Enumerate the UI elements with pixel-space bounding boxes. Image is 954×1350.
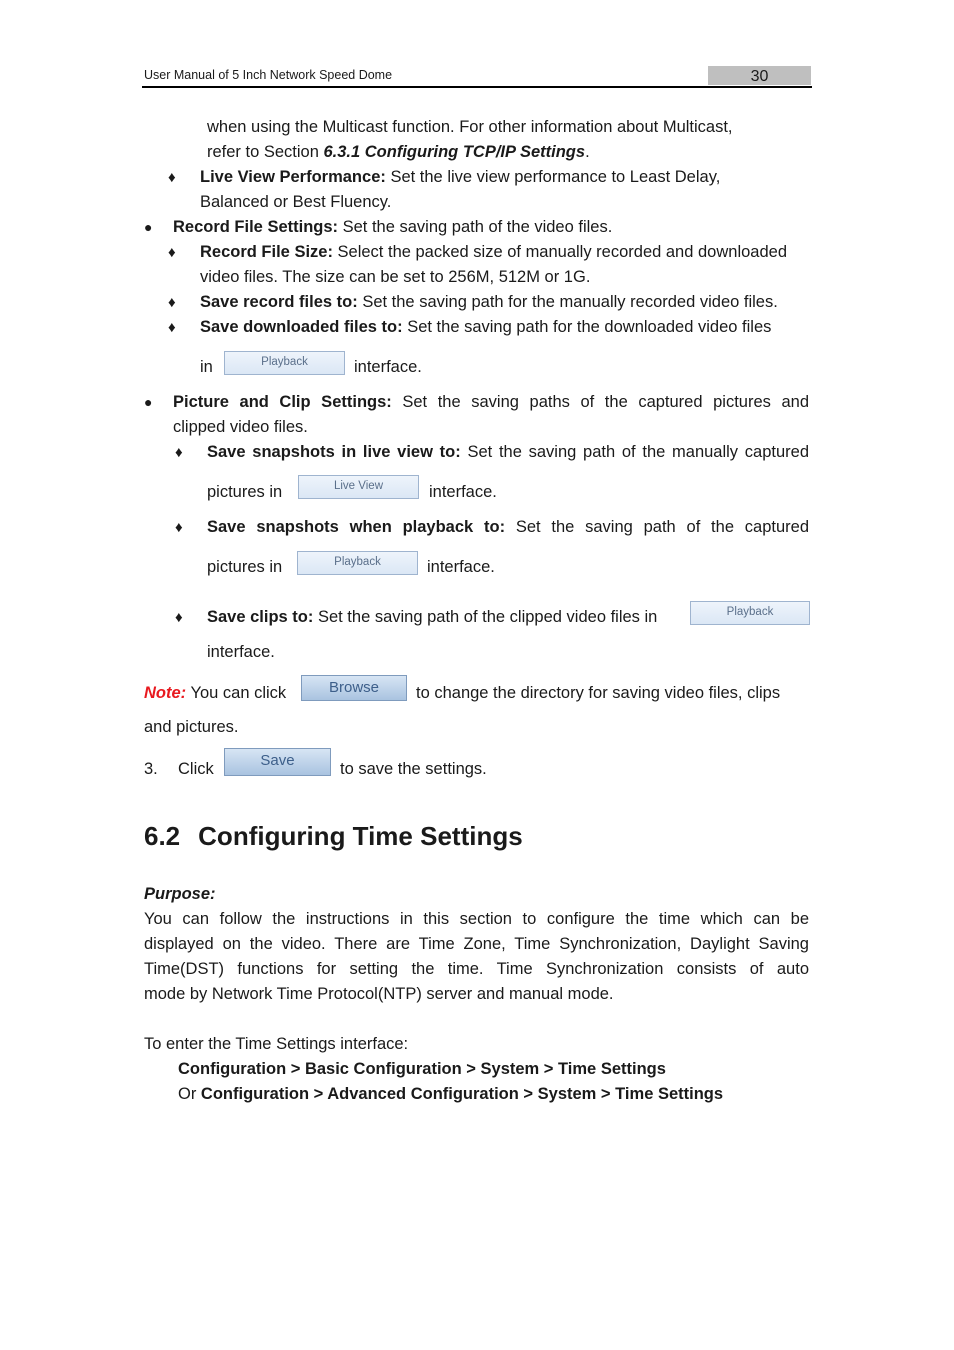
diamond-bullet-icon: ♦ (175, 609, 183, 626)
purpose-line-4: mode by Network Time Protocol(NTP) server and manual mode. (144, 985, 614, 1003)
diamond-bullet-icon: ♦ (175, 444, 183, 461)
menu-path-advanced: Or Configuration > Advanced Configuration > System > Time Settings (178, 1085, 724, 1103)
record-file-settings-item: Record File Settings: Set the saving path of the video files. (173, 218, 613, 236)
diamond-bullet-icon: ♦ (168, 244, 176, 261)
save-clips-item: Save clips to: Set the saving path of the clipped video files in (207, 608, 658, 626)
diamond-bullet-icon: ♦ (175, 519, 183, 536)
record-file-size-cont: video files. The size can be set to 256M, 512M or 1G. (200, 268, 591, 286)
note-text-cont: and pictures. (144, 718, 239, 736)
round-bullet-icon: ● (144, 219, 153, 235)
save-button[interactable]: Save (224, 748, 331, 776)
step-text: to save the settings. (340, 760, 487, 778)
page-number: 30 (708, 66, 811, 85)
diamond-bullet-icon: ♦ (168, 169, 176, 186)
continuation-line-2: refer to Section 6.3.1 Configuring TCP/IP Settings. (207, 143, 590, 161)
save-downloaded-files-item: Save downloaded files to: Set the saving path for the downloaded video files (200, 318, 772, 336)
word-pictures-in: pictures in (207, 558, 283, 576)
step-click: Click (178, 760, 214, 778)
playback-button[interactable]: Playback (690, 601, 810, 625)
purpose-line-2: displayed on the video. There are Time Zone, Time Synchronization, Daylight Saving (144, 935, 809, 953)
browse-button[interactable]: Browse (301, 675, 407, 701)
live-view-performance-item: Live View Performance: Set the live view performance to Least Delay, (200, 168, 721, 186)
picture-clip-settings-item: Picture and Clip Settings: Set the saving paths of the captured pictures and (173, 393, 810, 411)
enter-instructions: To enter the Time Settings interface: (144, 1035, 409, 1053)
record-file-size-item: Record File Size: Select the packed size of manually recorded and downloaded (200, 243, 787, 261)
continuation-line-1: when using the Multicast function. For other information about Multicast, (207, 118, 733, 136)
note-text: to change the directory for saving video files, clips (416, 684, 781, 702)
playback-button[interactable]: Playback (224, 351, 345, 375)
section-reference: 6.3.1 Configuring TCP/IP Settings (323, 143, 586, 161)
save-record-files-item: Save record files to: Set the saving path for the manually recorded video files. (200, 293, 778, 311)
picture-clip-settings-cont: clipped video files. (173, 418, 308, 436)
live-view-performance-cont: Balanced or Best Fluency. (200, 193, 392, 211)
save-snapshots-playback-item: Save snapshots when playback to: Set the saving path of the captured (207, 518, 809, 536)
word-in: in (200, 358, 213, 376)
save-snapshots-live-item: Save snapshots in live view to: Set the saving path of the manually captured (207, 443, 809, 461)
round-bullet-icon: ● (144, 394, 153, 410)
purpose-line-1: You can follow the instructions in this section to configure the time which can be (144, 910, 809, 928)
note-label: Note: (144, 684, 187, 702)
live-view-button[interactable]: Live View (298, 475, 419, 499)
header-title: User Manual of 5 Inch Network Speed Dome (144, 68, 393, 82)
purpose-line-3: Time(DST) functions for setting the time. Time Synchronization consists of auto (144, 960, 809, 978)
word-pictures-in: pictures in (207, 483, 283, 501)
section-heading: 6.2 Configuring Time Settings (144, 821, 523, 851)
header-rule (142, 86, 812, 88)
purpose-label: Purpose: (144, 885, 216, 903)
step-number: 3. (144, 760, 158, 778)
word-interface: interface. (427, 558, 495, 576)
word-interface: interface. (429, 483, 497, 501)
menu-path-basic: Configuration > Basic Configuration > System > Time Settings (178, 1060, 666, 1078)
diamond-bullet-icon: ♦ (168, 294, 176, 311)
word-interface: interface. (207, 643, 275, 661)
word-interface: interface. (354, 358, 422, 376)
diamond-bullet-icon: ♦ (168, 319, 176, 336)
playback-button[interactable]: Playback (297, 551, 418, 575)
note-line: Note: You can click (144, 684, 287, 702)
